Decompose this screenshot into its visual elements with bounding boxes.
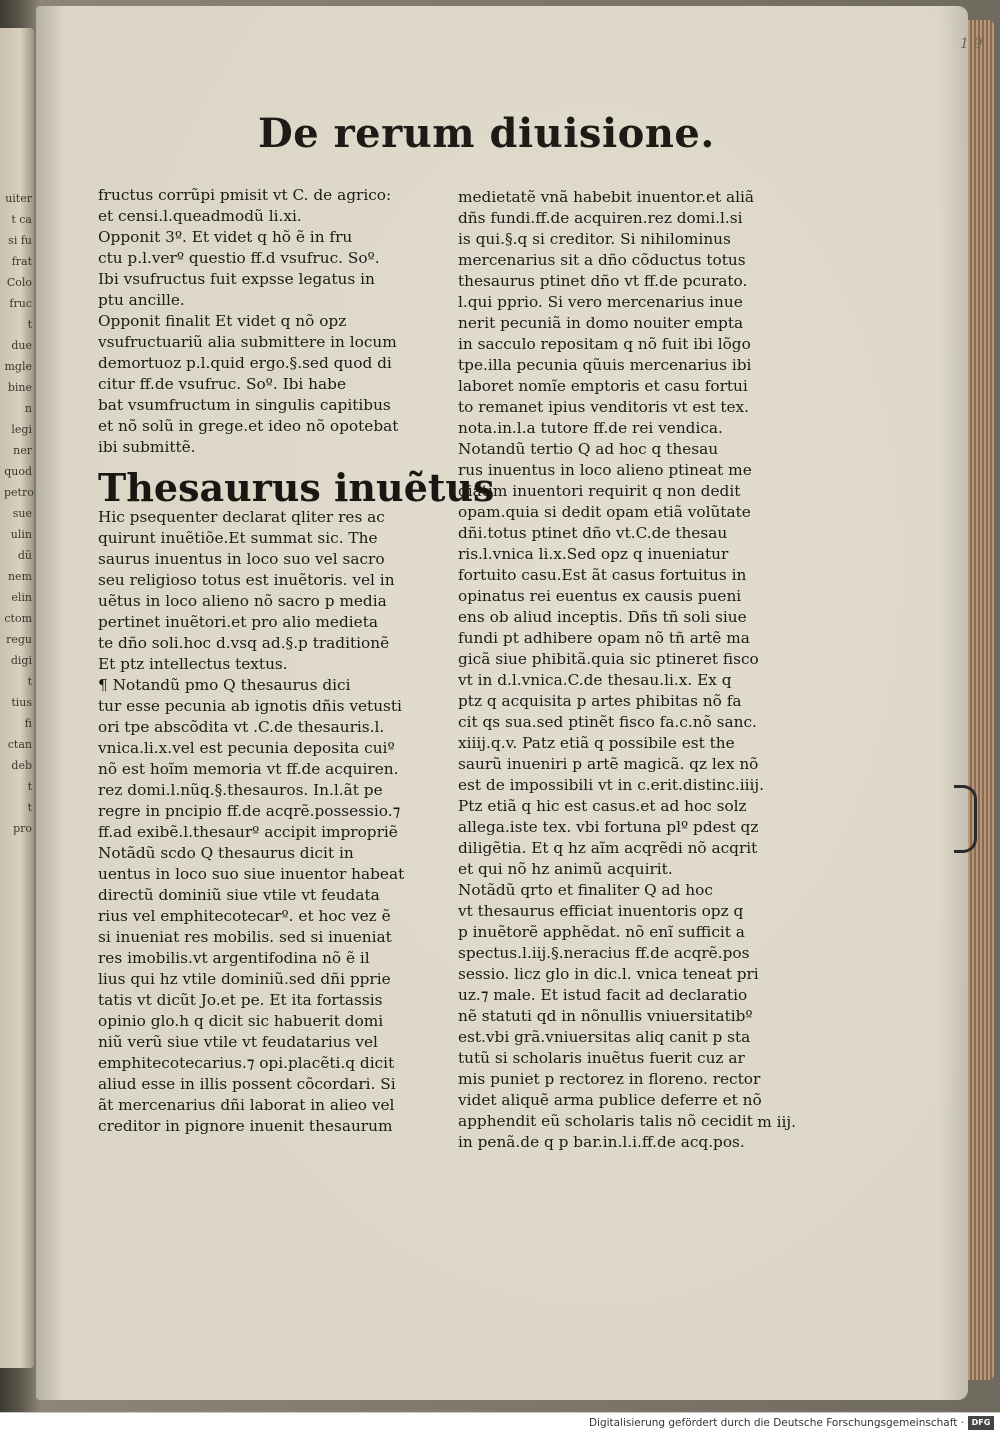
- text-line: directũ dominiũ siue vtile vt feudata: [98, 886, 380, 904]
- text-line: ori tpe abscõdita vt .C.de thesauris.l.: [98, 718, 385, 736]
- text-line: Hic psequenter declarat qliter res ac: [98, 508, 385, 526]
- folio-number: 1.9: [960, 36, 983, 52]
- text-line: Notãdũ qrto et finaliter Q ad hoc: [458, 881, 713, 899]
- text-line: allega.iste tex. vbi fortuna plº pdest qz: [458, 818, 759, 836]
- text-line: diligẽtia. Et q hz aĩm acqrẽdi nõ acqrit: [458, 839, 758, 857]
- text-line: xiiij.q.v. Patz etiã q possibile est the: [458, 734, 735, 752]
- text-line: spectus.l.iij.§.neracius ff.de acqrẽ.pos: [458, 944, 750, 962]
- text-line: Notãdũ scdo Q thesaurus dicit in: [98, 844, 354, 862]
- text-line: saurũ inueniri p artẽ magicã. qz lex nõ: [458, 755, 759, 773]
- text-line: ptz q acquisita p artes phibitas nõ fa: [458, 692, 742, 710]
- text-line: est.vbi grã.vniuersitas aliq canit p sta: [458, 1028, 751, 1046]
- text-line: emphitecotecarius.⁊ opi.placẽti.q dicit: [98, 1054, 395, 1072]
- text-line: dñs fundi.ff.de acquiren.rez domi.l.si: [458, 209, 743, 227]
- text-line: lius qui hz vtile dominiũ.sed dñi pprie: [98, 970, 391, 988]
- text-line: tatis vt dicũt Jo.et pe. Et ita fortassis: [98, 991, 383, 1009]
- text-line: is qui.§.q si creditor. Si nihilominus: [458, 230, 731, 248]
- text-line: si inueniat res mobilis. sed si inueniat: [98, 928, 392, 946]
- text-line: quirunt inuẽtiõe.Et summat sic. The: [98, 529, 378, 547]
- text-line: opinatus rei euentus ex causis pueni: [458, 587, 742, 605]
- text-line: in penã.de q p bar.in.l.i.ff.de acq.pos.: [458, 1133, 745, 1151]
- text-line: rius vel emphitecotecarº. et hoc vez ẽ: [98, 907, 391, 925]
- text-line: sessio. licz glo in dic.l. vnica teneat pri: [458, 965, 759, 983]
- text-line: ris.l.vnica li.x.Sed opz q inueniatur: [458, 545, 729, 563]
- text-line: dñi.totus ptinet dño vt.C.de thesau: [458, 524, 728, 542]
- text-line: ãt mercenarius dñi laborat in alieo vel: [98, 1096, 395, 1114]
- text-line: ¶ Notandũ pmo Q thesaurus dici: [98, 676, 351, 694]
- text-line: uentus in loco suo siue inuentor habeat: [98, 865, 405, 883]
- text-line: pertinet inuẽtori.et pro alio medieta: [98, 613, 378, 631]
- text-line: res imobilis.vt argentifodina nõ ẽ il: [98, 949, 370, 967]
- text-line: diatim inuentori requirit q non dedit: [458, 482, 741, 500]
- text-line: rus inuentus in loco alieno ptineat me: [458, 461, 752, 479]
- footer-bar: [0, 1412, 1000, 1435]
- text-line: ff.ad exibẽ.l.thesaurº accipit impropriẽ: [98, 823, 398, 841]
- text-line: videt aliquẽ arma publice deferre et nõ: [458, 1091, 762, 1109]
- text-line: citur ff.de vsufruc. Soº. Ibi habe: [98, 375, 346, 393]
- text-line: apphendit eũ scholaris talis nõ cecidit: [458, 1112, 753, 1130]
- text-line: fundi pt adhibere opam nõ tñ artẽ ma: [458, 629, 750, 647]
- text-line: opinio glo.h q dicit sic habuerit domi: [98, 1012, 384, 1030]
- text-line: opam.quia si dedit opam etiã volũtate: [458, 503, 751, 521]
- text-line: creditor in pignore inuenit thesaurum: [98, 1117, 393, 1135]
- text-line: thesaurus ptinet dño vt ff.de pcurato.: [458, 272, 748, 290]
- section-heading: Thesaurus inuẽtus: [98, 465, 495, 510]
- text-line: ibi submittẽ.: [98, 438, 196, 456]
- footer-credit: Digitalisierung gefördert durch die Deutsche Forschungsgemeinschaft ·: [588, 1417, 964, 1429]
- text-line: Ptz etiã q hic est casus.et ad hoc solz: [458, 797, 747, 815]
- text-line: est de impossibili vt in c.erit.distinc.iiij.: [458, 776, 765, 794]
- text-line: seu religioso totus est inuẽtoris. vel in: [98, 571, 395, 589]
- running-head: De rerum diuisione.: [258, 110, 715, 157]
- text-line: nerit pecuniã in domo nouiter empta: [458, 314, 744, 332]
- text-line: rez domi.l.nũq.§.thesauros. In.l.ãt pe: [98, 781, 383, 799]
- text-line: vnica.li.x.vel est pecunia deposita cuiº: [98, 739, 395, 757]
- text-line: vt in d.l.vnica.C.de thesau.li.x. Ex q: [458, 671, 732, 689]
- text-line: mercenarius sit a dño cõductus totus: [458, 251, 746, 269]
- text-line: fructus corrũpi pmisit vt C. de agrico:: [98, 186, 392, 204]
- text-line: laboret nomĩe emptoris et casu fortui: [458, 377, 748, 395]
- text-line: Opponit finalit Et videt q nõ opz: [98, 312, 347, 330]
- text-line: tpe.illa pecunia qũuis mercenarius ibi: [458, 356, 752, 374]
- text-line: tutũ si scholaris inuẽtus fuerit cuz ar: [458, 1049, 745, 1067]
- text-line: Ibi vsufructus fuit expsse legatus in: [98, 270, 375, 288]
- text-line: medietatẽ vnã habebit inuentor.et aliã: [458, 188, 755, 206]
- text-line: ctu p.l.verº questio ff.d vsufruc. Soº.: [98, 249, 380, 267]
- text-line: cit qs sua.sed ptinẽt fisco fa.c.nõ sanc.: [458, 713, 757, 731]
- text-line: nota.in.l.a tutore ff.de rei vendica.: [458, 419, 723, 437]
- facing-page-edge: [0, 28, 34, 1368]
- left-column-bottom: [98, 507, 440, 1137]
- paper-clip: [954, 785, 977, 853]
- text-line: te dño soli.hoc d.vsq ad.§.p traditionẽ: [98, 634, 390, 652]
- left-column-top: [98, 185, 440, 458]
- catchword: m iij.: [757, 1113, 796, 1131]
- text-line: gicã siue phibitã.quia sic ptineret fisco: [458, 650, 759, 668]
- text-line: bat vsumfructum in singulis capitibus: [98, 396, 391, 414]
- text-line: tur esse pecunia ab ignotis dñis vetusti: [98, 697, 402, 715]
- text-line: nõ est hoĩm memoria vt ff.de acquiren.: [98, 760, 399, 778]
- text-line: nẽ statuti qd in nõnullis vniuersitatibº: [458, 1007, 753, 1025]
- text-line: Et ptz intellectus textus.: [98, 655, 288, 673]
- text-line: ptu ancille.: [98, 291, 185, 309]
- text-line: uẽtus in loco alieno nõ sacro p media: [98, 592, 387, 610]
- text-line: Notandũ tertio Q ad hoc q thesau: [458, 440, 719, 458]
- text-line: vsufructuariũ alia submittere in locum: [98, 333, 397, 351]
- text-line: vt thesaurus efficiat inuentoris opz q: [458, 902, 744, 920]
- text-line: ens ob aliud inceptis. Dñs tñ soli siue: [458, 608, 747, 626]
- text-line: aliud esse in illis possent cõcordari. Si: [98, 1075, 396, 1093]
- text-line: et qui nõ hz animũ acquirit.: [458, 860, 673, 878]
- text-line: to remanet ipius venditoris vt est tex.: [458, 398, 750, 416]
- text-line: p inuẽtorẽ apphẽdat. nõ enĩ sufficit a: [458, 923, 745, 941]
- text-line: demortuoz p.l.quid ergo.§.sed quod di: [98, 354, 392, 372]
- dfg-logo: DFG: [968, 1416, 994, 1430]
- text-line: niũ verũ siue vtile vt feudatarius vel: [98, 1033, 378, 1051]
- text-line: uz.⁊ male. Et istud facit ad declaratio: [458, 986, 748, 1004]
- text-line: et nõ solũ in grege.et ideo nõ opotebat: [98, 417, 399, 435]
- page-stack-edge: [968, 20, 994, 1380]
- text-line: et censi.l.queadmodũ li.xi.: [98, 207, 302, 225]
- text-line: regre in pncipio ff.de acqrẽ.possessio.⁊: [98, 802, 401, 820]
- text-line: saurus inuentus in loco suo vel sacro: [98, 550, 385, 568]
- right-column: [458, 187, 788, 1153]
- text-line: in sacculo repositam q nõ fuit ibi lõgo: [458, 335, 751, 353]
- text-line: Opponit 3º. Et videt q hõ ẽ in fru: [98, 228, 353, 246]
- text-line: fortuito casu.Est ãt casus fortuitus in: [458, 566, 747, 584]
- facing-page-text: uiter t ca si fu frat Colo fruc t due mgle bine n legi ner quod petro sue ulin dũ nem elin ctom regu digi t tius fi ctan deb t t pro: [4, 192, 34, 835]
- text-line: mis puniet p rectorez in floreno. rector: [458, 1070, 761, 1088]
- text-line: l.qui pprio. Si vero mercenarius inue: [458, 293, 743, 311]
